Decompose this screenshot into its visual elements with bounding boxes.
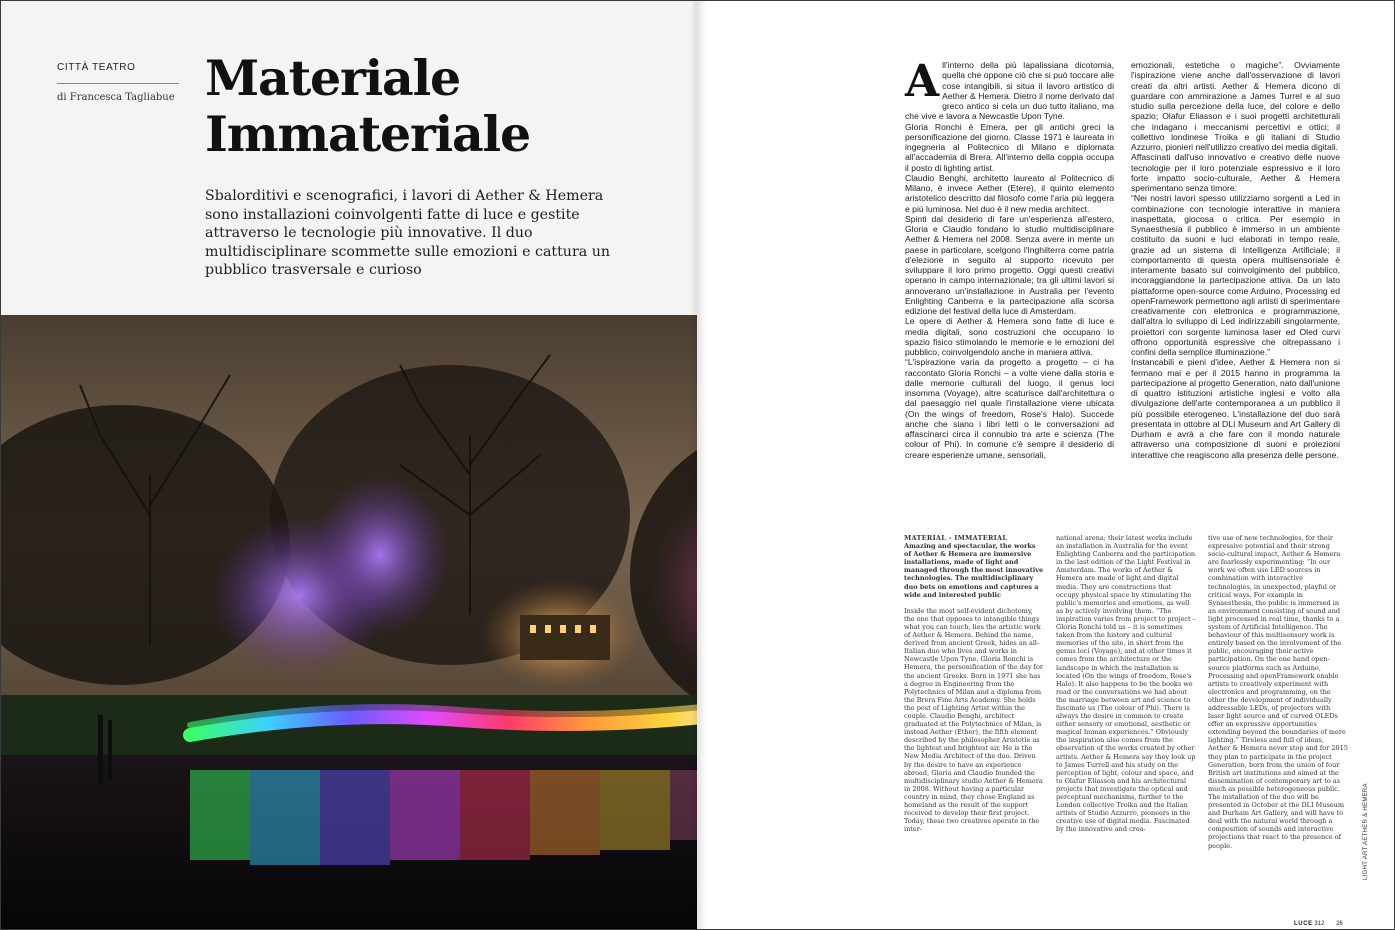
magazine-name: LUCE	[1294, 921, 1313, 927]
page-number: 26	[1336, 921, 1343, 927]
title-line-1: Materiale	[205, 49, 460, 107]
italian-paragraph: “Nei nostri lavori spesso utilizziamo sorgenti a Led in combinazione con tecnologie interattive in maniera inaspettata, giocosa o critica. Per esempio in Synaesthesia il pubblico è immerso in un ambiente costituito da suoni e luci elaborati in tempo reale, grazie ad un sistema di Intelligenza Artificiale; il comportamento di questa opera multisensoriale è interamente basato sul coinvolgimento del pubblico, incoraggiandone la partecipazione attiva. Da un lato piattaforme open-source come Arduino, Processing ed openFramework permettono agli artisti di sperimentare creativamente con elettronica e programmazione, dall'altra lo sviluppo di Led indirizzabili singolarmente, proiettori con sorgente luminosa laser ed Oled curvi offrono opportunità espressive che oltrepassano i confini della semplice illuminazione.”	[1131, 193, 1340, 357]
article-lead: Sbalorditivi e scenografici, i lavori di Aether & Hemera sono installazioni coinvolgenti fatte di luce e gestite attraverso le tecnologie più innovative. Il duo multidisciplinare scommette sulle emozioni e cattura un pubblico trasversale e curioso	[205, 188, 610, 279]
english-paragraph: Inside the most self-evident dichotomy, the one that opposes to intangible things what you can touch, lies the artistic work of Aether & Hemera. Behind the name, derived from ancient Greek, hides an all-Italian duo who lives and works in Newcastle Upon Tyne. Gloria Ronchi is Hemera, the personification of the day for the ancient Greeks. Born in 1971 she has a degree in Engineering from the Polytechnics of Milan and a diploma from the Brera Fine Arts Academy. She holds the post of Lighting Artist within the couple. Claudio Benghi, architect graduated at the Polytechnics of Milan, is instead Aether (Ether), the fifth element described by the philosopher Aristotle as the lightest and brightest air. He is the New Media Architect of the duo. Driven by the desire to have an experience abroad, Gloria and Claudio founded the multidisciplinary studio Aether & Hemera in 2008. Without having a particular country in mind, they chose England as homeland as the result of the support received to develop their first project. Today, these two creatives operate in the inter-	[904, 606, 1043, 834]
english-column-1	[904, 534, 1044, 833]
italian-paragraph: Instancabili e pieni d'idee, Aether & Hemera non si fermano mai e per il 2015 hanno in programma la partecipazione al progetto Generation, nato dall'unione di quattro istituzioni artistiche inglesi e volto alla divulgazione dell'arte contemporanea a un pubblico il più possibile eterogeneo. L'installazione del duo sarà presentata in ottobre al DLI Museum and Art Gallery di Durham e avrà a che fare con il mondo naturale attraverso una composizione di suoni e proiezioni interattive che reagiscono alla presenza delle persone.	[1131, 357, 1340, 460]
page-footer	[1294, 921, 1343, 927]
italian-paragraph: ll'interno della più lapalissiana dicotomia, quella che oppone ciò che si può toccare alle cose intangibili, si situa il lavoro artistico di Aether & Hemera. Dietro il nome derivato dal greco antico si cela un duo tutto italiano, ma che vive e lavora a Newcastle Upon Tyne.	[905, 60, 1114, 122]
section-divider	[57, 83, 179, 84]
english-title: MATERIAL - IMMATERIAL	[904, 534, 1008, 542]
section-label: CITTÀ TEATRO	[57, 62, 136, 73]
author-byline: di Francesca Tagliabue	[57, 92, 175, 103]
italian-paragraph: Affascinati dall'uso innovativo e creativo delle nuove tecnologie per il loro potenziale espressivo e il loro forte impatto socio-culturale, Aether & Hemera sperimentano senza timore:	[1131, 152, 1340, 193]
spread-gutter	[690, 0, 706, 930]
drop-cap: A	[905, 56, 940, 107]
italian-paragraph: Spinti dal desiderio di fare un'esperienza all'estero, Gloria e Claudio fondano lo studio multidisciplinare Aether & Hemera nel 2008. Senza avere in mente un paese in particolare, scelgono l'Inghilterra come patria d'elezione in seguito al supporto ricevuto per sviluppare il loro primo progetto. Oggi questi creativi operano in campo internazionale; tra gli ultimi lavori si annoverano un'installazione in Australia per l'evento Enlighting Canberra e la partecipazione alla scorsa edizione del festival della luce di Amsterdam.	[905, 213, 1114, 316]
italian-paragraph: emozionali, estetiche o magiche”. Ovviamente l'ispirazione viene anche dall'osservazione di lavori creati da altri artisti. Aether & Hemera dicono di guardare con ammirazione a James Turrel e al suo studio sulla percezione della luce, del colore e dello spazio; Olafur Eliasson e i suoi progetti architetturali che indagano i meccanismi percettivi e ottici; il collettivo londinese Troika e gli italiani di Studio Azzurro, pionieri nell'utilizzo creativo dei media digitali.	[1131, 60, 1340, 152]
italian-column-1	[905, 56, 1114, 460]
italian-paragraph: Gloria Ronchi è Emera, per gli antichi greci la personificazione del giorno. Classe 1971 è laureata in ingegneria al Politecnico di Milano e diplomata all'accademia di Brera. All'interno della coppia occupa il posto di lighting artist.	[905, 121, 1114, 173]
spine-label: LIGHT ART AETHER & HEMERA	[1363, 783, 1369, 880]
issue-number: 312	[1314, 921, 1325, 927]
english-column-3: tive use of new technologies, for their expressive potential and their strong socio-cultural impact, Aether & Hemera are fearlessly experimenting: “In our work we often use LED sources in combination with interactive technologies, in unexpected, playful or critical ways. For example in Synaesthesia, the public is immersed in an environment consisting of sound and light processed in real time, thanks to a system of Artificial Intelligence. The behaviour of this multisensory work is entirely based on the involvement of the public, encouraging their active participation. On the one hand open-source platforms such as Arduino, Processing and openFramework enable artists to creatively experiment with electronics and programming, on the other the development of individually addressable LEDs, of projectors with laser light source and of curved OLEDs offer an expressive opportunities extending beyond the boundaries of mere lighting.” Tireless and full of ideas, Aether & Hemera never stop and for 2015 they plan to participate in the project Generation, born from the union of four British art institutions and aimed at the dissemination of contemporary art to as much as possible heterogeneous public. The installation of the duo will be presented in October at the DLI Museum and Durham Art Gallery, and will have to deal with the natural world through a composition of sounds and interactive projections that react to the presence of people.	[1208, 534, 1348, 850]
english-column-2: national arena; their latest works include an installation in Australia for the event Enlighting Canberra and the participation in the last edition of the Light Festival in Amsterdam. The works of Aether & Hemera are made of light and digital media. They are constructions that occupy physical space by stimulating the public's memories and emotions, as well as by actively involving them. “The inspiration varies from project to project – Gloria Ronchi told us – it is sometimes taken from the history and cultural memories of the site, in short from the genus loci (Voyage), and at other times it comes from the architecture or the landscape in which the installation is located (On the wings of freedom, Rose's Halo). It also happens to be the books we read or the conversations we had about the marriage between art and science to fascinate us (The colour of Phi). There is always the desire in common to create either sensory or emotional, aesthetic or magical human experiences.” Obviously the inspiration also comes from the observation of the works created by other artists. Aether & Hemera say they look up to James Turrell and his study on the perception of light, colour and space, and to Olafur Eliasson and his architectural projects that investigate the optical and perceptual mechanisms, further to the London collective Troika and the Italian artists of Studio Azzurro, pioneers in the creative use of digital media. Fascinated by the innovative and crea-	[1056, 534, 1196, 834]
english-lead: Amazing and spectacular, the works of Aether & Hemera are immersive installations, made of light and managed through the most innovative technologies. The multidisciplinary duo bets on emotions and captures a wide and interested public	[904, 542, 1044, 599]
italian-column-2	[1131, 60, 1340, 460]
italian-paragraph: “L'ispirazione varia da progetto a progetto – ci ha raccontato Gloria Ronchi – a volte viene dalla storia e dalle memorie culturali del luogo, il genus loci insomma (Voyage), altre scaturisce dall'architettura o dal paesaggio nel quale l'installazione viene ubicata (On the wings of freedom, Rose's Halo). Succede anche che siano i libri letti o le conversazioni ad affascinarci circa il connubio tra arte e scienza (The colour of Phi). In comune c'è sempre il desiderio di creare esperienze umane, sensoriali,	[905, 357, 1114, 460]
italian-paragraph: Le opere di Aether & Hemera sono fatte di luce e media digitali, sono costruzioni che occupano lo spazio fisico stimolando le memorie e le emozioni del pubblico, coinvolgendolo anche in maniera attiva.	[905, 316, 1114, 357]
italian-paragraph: Claudio Benghi, architetto laureato al Politecnico di Milano, è invece Aether (Etere), il quinto elemento aristotelico descritto dal filosofo come l'aria più leggera e più luminosa. Nel duo è il new media architect.	[905, 172, 1114, 214]
title-line-2: Immateriale	[205, 105, 530, 163]
article-title	[205, 50, 530, 162]
